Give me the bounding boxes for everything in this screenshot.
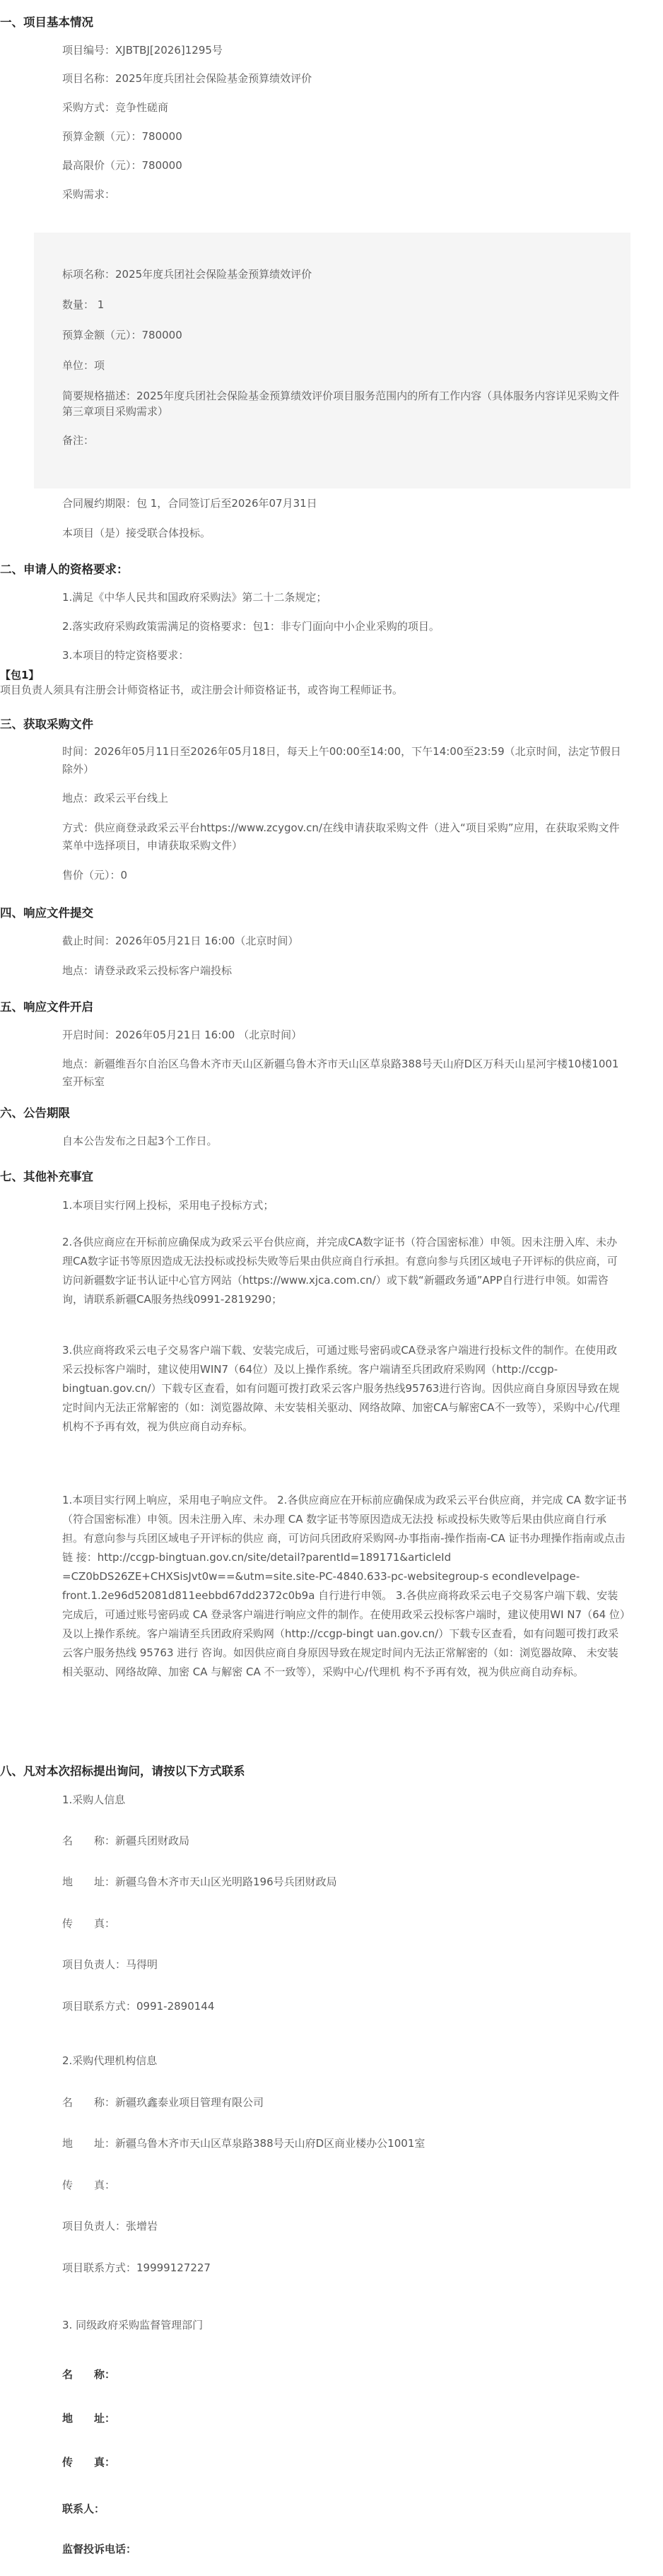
buyer-info-heading: 1.采购人信息 [62,1793,126,1806]
document-price: 售价（元）：0 [62,869,128,882]
opening-time: 开启时间：2026年05月21日 16:00 （北京时间） [62,1029,303,1041]
obtain-place: 地点：政采云平台线上 [62,792,169,804]
project-name: 项目名称：2025年度兵团社会保险基金预算绩效评价 [62,72,312,85]
section-title-submission: 四、响应文件提交 [0,906,93,920]
supervisor-complaint-phone: 监督投诉电话： [62,2543,137,2555]
package-requirement: 项目负责人须具有注册会计师资格证书，或注册会计师资格证书，或咨询工程师证书。 [0,684,404,696]
qualification-3: 3.本项目的特定资格要求： [62,649,189,662]
submission-place: 地点：请登录政采云投标客户端投标 [62,964,233,977]
lot-quantity: 数量： 1 [62,298,105,311]
buyer-project-lead: 项目负责人：马得明 [62,1958,158,1971]
supplementary-item-3: 3.供应商将政采云电子交易客户端下载、安装完成后，可通过账号密码或CA登录客户端进行投标文件的制作。在使用政采云投标客户端时，建议使用WIN7（64位）及以上操作系统。客户端请至兵团政府采购网（http://ccgp-bingtuan.gov.cn/）下载专区查看，如有问题可拨打政采云客户服务热线95763进行咨询。因供应商自身原因导致在规定时间内无法正常解密的（如：浏览器故障、未安装相关驱动、网络故障、加密CA与解密CA不一致等），采购中心/代理机构不予再有效，视为供应商自动弃标。 [62,1344,621,1433]
section-title-basic-info: 一、项目基本情况 [0,16,93,29]
project-number: 项目编号：XJBTBJ[2026]1295号 [62,44,223,57]
procurement-method: 采购方式：竞争性磋商 [62,101,169,114]
procurement-requirements-label: 采购需求： [62,188,116,201]
supplementary-item-4: 1.本项目实行网上响应，采用电子响应文件。 2.各供应商应在开标前应确保成为政采云平台供应商，并完成 CA 数字证书 （符合国密标准）申领。因未注册入库、未办理 CA 数字证书等原因造成无法投 标或投标失败等后果由供应商自行承担。有意向参与兵团区域电子开评标的供应 商，可访问兵团政府采购网-办事指南-操作指南-CA 证书办理操作指南或点击链 接：http://ccgp-bingtuan.gov.cn/site/detail?parentId=189171&articleId =CZ0bDS26ZE+CHXSisJvt0w==&utm=site.site-PC-4840.633-pc-websitegroup-s econdlevelpage-front.1.2e96d52081d811eebbd67dd2372c0b9a 自行进行申领。 3.各供应商将政采云电子交易客户端下载、安装完成后，可通过账号密码或 CA 登录客户端进行响应文件的制作。在使用政采云投标客户端时，建议使用WI N7（64 位）及以上操作系统。客户端请至兵团政府采购网（http://ccgp-bingt uan.gov.cn/）下载专区查看，如有问题可拨打政采云客户服务热线 95763 进行 咨询。如因供应商自身原因导致在规定时间内无法正常解密的（如：浏览器故障、 未安装相关驱动、网络故障、加密 CA 与解密 CA 不一致等），采购中心/代理机 构不予再有效，视为供应商自动弃标。 [62,1494,627,1678]
requirements-box [34,233,630,488]
supervisor-fax: 传 真： [62,2456,116,2469]
agent-project-lead: 项目负责人：张增岩 [62,2220,158,2232]
supplementary-item-2: 2.各供应商应在开标前应确保成为政采云平台供应商，并完成CA数字证书（符合国密标准）申领。因未注册入库、未办理CA数字证书等原因造成无法投标或投标失败等后果由供应商自行承担。有意向参与兵团区域电子开评标的供应商，可访问新疆数字证书认证中心官方网站（https://www.xjca.com.cn/）或下载“新疆政务通”APP自行进行申领。如需咨询，请联系新疆CA服务热线0991-2819290； [62,1236,618,1306]
package-label: 【包1】 [0,669,40,681]
supervisor-heading: 3. 同级政府采购监督管理部门 [62,2319,204,2331]
submission-deadline: 截止时间：2026年05月21日 16:00（北京时间） [62,935,299,947]
section-title-supplementary: 七、其他补充事宜 [0,1170,93,1183]
agent-phone: 项目联系方式：19999127227 [62,2261,211,2274]
supervisor-name: 名 称： [62,2368,116,2381]
supervisor-address: 地 址： [62,2412,116,2425]
section-title-notice-period: 六、公告期限 [0,1106,70,1120]
consortium-accepted: 本项目（是）接受联合体投标。 [62,527,211,539]
buyer-phone: 项目联系方式：0991-2890144 [62,2000,215,2013]
supervisor-contact: 联系人： [62,2502,105,2515]
section-title-contact: 八、凡对本次招标提出询问，请按以下方式联系 [0,1764,245,1778]
qualification-1: 1.满足《中华人民共和国政府采购法》第二十二条规定； [62,591,327,604]
notice-period-text: 自本公告发布之日起3个工作日。 [62,1135,218,1147]
buyer-name: 名 称：新疆兵团财政局 [62,1834,190,1847]
contract-period: 合同履约期限：包 1，合同签订后至2026年07月31日 [62,497,317,510]
obtain-method: 方式：供应商登录政采云平台https://www.zcygov.cn/在线申请获取采购文件（进入“项目采购”应用，在获取采购文件菜单中选择项目，申请获取采购文件） [62,821,620,852]
lot-budget: 预算金额（元）：780000 [62,329,182,341]
section-title-obtain-documents: 三、获取采购文件 [0,718,93,731]
lot-spec-description: 简要规格描述：2025年度兵团社会保险基金预算绩效评价项目服务范围内的所有工作内容（具体服务内容详见采购文件第三章项目采购需求） [62,390,620,418]
lot-unit: 单位：项 [62,359,105,372]
section-title-qualifications: 二、申请人的资格要求： [0,563,129,576]
agent-info-heading: 2.采购代理机构信息 [62,2054,158,2067]
agent-address: 地 址：新疆乌鲁木齐市天山区草泉路388号天山府D区商业楼办公1001室 [62,2137,426,2150]
budget-amount: 预算金额（元）：780000 [62,130,182,143]
max-price: 最高限价（元）：780000 [62,159,182,172]
lot-remarks: 备注： [62,434,95,447]
qualification-2: 2.落实政府采购政策需满足的资格要求：包1：非专门面向中小企业采购的项目。 [62,620,440,633]
lot-name: 标项名称：2025年度兵团社会保险基金预算绩效评价 [62,268,312,281]
buyer-address: 地 址：新疆乌鲁木齐市天山区光明路196号兵团财政局 [62,1875,337,1888]
section-title-opening: 五、响应文件开启 [0,1000,93,1014]
supplementary-item-1: 1.本项目实行网上投标，采用电子投标方式； [62,1199,274,1212]
agent-fax: 传 真： [62,2179,116,2191]
opening-place: 地点：新疆维吾尔自治区乌鲁木齐市天山区新疆乌鲁木齐市天山区草泉路388号天山府D区万科天山星河宇楼10楼1001室开标室 [62,1058,619,1088]
buyer-fax: 传 真： [62,1917,116,1930]
agent-name: 名 称：新疆玖鑫泰业项目管理有限公司 [62,2096,264,2109]
obtain-time: 时间：2026年05月11日至2026年05月18日，每天上午00:00至14:00，下午14:00至23:59（北京时间，法定节假日除外） [62,745,621,775]
